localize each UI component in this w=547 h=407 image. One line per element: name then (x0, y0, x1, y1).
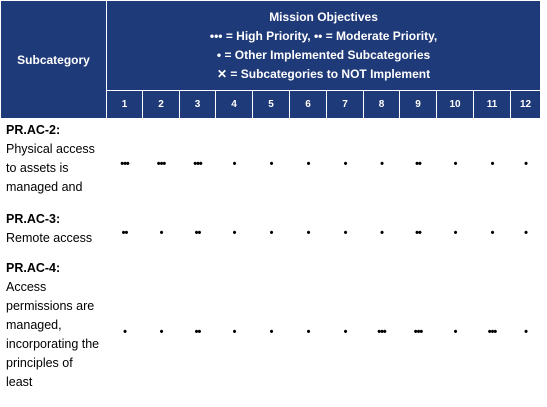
priority-cell (180, 208, 216, 257)
priority-cell (511, 208, 541, 257)
priority-cell (143, 208, 180, 257)
priority-mark: • (524, 326, 527, 338)
priority-cell (364, 208, 400, 257)
objective-number-header: 2 (143, 91, 180, 119)
objective-number-header: 4 (216, 91, 253, 119)
subcategory-code: PR.AC-2: (6, 123, 61, 137)
priority-mark: • (159, 227, 163, 239)
priority-mark: • (453, 326, 457, 338)
priority-mark: • (524, 158, 527, 170)
priority-mark: ••• (377, 326, 386, 338)
priority-mark: ••• (120, 158, 129, 170)
objective-number-header: 7 (327, 91, 364, 119)
priority-mark: •• (415, 227, 421, 239)
subcategory-description: Remote access (6, 231, 93, 245)
subcategory-description: Access permissions are managed, incorporating the principles of least (6, 280, 100, 389)
subcategory-cell (1, 257, 107, 406)
priority-mark: •• (121, 227, 128, 239)
subcategory-description: Physical access to assets is managed and (6, 142, 95, 194)
priority-cell (290, 257, 327, 406)
mission-objectives-legend (107, 1, 541, 91)
priority-cell (143, 257, 180, 406)
subcategory-column-header (1, 1, 107, 119)
table-row (1, 257, 541, 406)
legend-line-priority: ••• = High Priority, •• = Moderate Priority, (209, 28, 438, 43)
priority-cell (216, 257, 253, 406)
priority-mark: • (490, 227, 494, 239)
priority-cell (107, 208, 143, 257)
priority-cell (216, 119, 253, 208)
priority-cell (437, 119, 474, 208)
priority-cell (400, 119, 437, 208)
priority-mark: • (380, 227, 383, 239)
priority-cell (253, 257, 290, 406)
objective-number-header: 1 (107, 91, 143, 119)
priority-cell (327, 119, 364, 208)
priority-mark: • (123, 326, 126, 338)
priority-cell (180, 257, 216, 406)
legend-header-row (1, 1, 541, 91)
objective-number-header: 10 (437, 91, 474, 119)
priority-mark: ••• (156, 158, 166, 170)
objective-number-header: 11 (474, 91, 511, 119)
priority-cell (327, 257, 364, 406)
priority-mark: • (380, 158, 383, 170)
priority-mark: • (306, 158, 310, 170)
priority-cell (253, 208, 290, 257)
legend-title: Mission Objectives (269, 9, 378, 24)
priority-cell (180, 119, 216, 208)
priority-cell (290, 208, 327, 257)
priority-cell (511, 119, 541, 208)
subcategory-cell (1, 119, 107, 208)
priority-cell (437, 257, 474, 406)
subcategory-cell (1, 208, 107, 257)
priority-cell (327, 208, 364, 257)
subcategory-header-label: Subcategory (17, 52, 90, 67)
legend-line-other: • = Other Implemented Subcategories (216, 47, 431, 62)
table-row (1, 208, 541, 257)
subcategory-code: PR.AC-4: (6, 261, 61, 275)
objective-number-header: 9 (400, 91, 437, 119)
priority-cell (107, 119, 143, 208)
objective-number-header: 8 (364, 91, 400, 119)
priority-cell (143, 119, 180, 208)
priority-mark: • (524, 227, 527, 239)
priority-cell (474, 119, 511, 208)
priority-mark: • (232, 158, 236, 170)
objective-number-header: 12 (511, 91, 541, 119)
priority-mark: • (159, 326, 163, 338)
priority-mark: • (453, 158, 457, 170)
priority-cell (400, 208, 437, 257)
objective-number-header: 5 (253, 91, 290, 119)
priority-cell (216, 208, 253, 257)
priority-mark: • (232, 326, 236, 338)
priority-mark: •• (194, 227, 201, 239)
priority-mark: ••• (193, 158, 202, 170)
priority-cell (474, 257, 511, 406)
priority-mark: • (343, 227, 347, 239)
priority-mark: • (343, 158, 347, 170)
priority-mark: ••• (487, 326, 497, 338)
objective-number-header: 3 (180, 91, 216, 119)
objective-number-header: 6 (290, 91, 327, 119)
priority-cell (400, 257, 437, 406)
priority-cell (290, 119, 327, 208)
priority-cell (107, 257, 143, 406)
priority-mark: • (269, 158, 273, 170)
priority-cell (364, 119, 400, 208)
priority-cell (474, 208, 511, 257)
legend-line-not-implement: ✕ = Subcategories to NOT Implement (217, 66, 431, 81)
priority-mark: • (269, 227, 273, 239)
priority-mark: •• (194, 326, 201, 338)
priority-mark: • (306, 326, 310, 338)
priority-cell (437, 208, 474, 257)
priority-mark: • (269, 326, 273, 338)
priority-mark: • (306, 227, 310, 239)
priority-cell (364, 257, 400, 406)
priority-mark: • (490, 158, 494, 170)
priority-mark: •• (415, 158, 421, 170)
priority-mark: • (343, 326, 347, 338)
priority-cell (253, 119, 290, 208)
table-row (1, 119, 541, 208)
priority-mark: • (453, 227, 457, 239)
priority-mark: • (232, 227, 236, 239)
priority-cell (511, 257, 541, 406)
priority-mark: ••• (413, 326, 423, 338)
subcategory-code: PR.AC-3: (6, 212, 61, 226)
